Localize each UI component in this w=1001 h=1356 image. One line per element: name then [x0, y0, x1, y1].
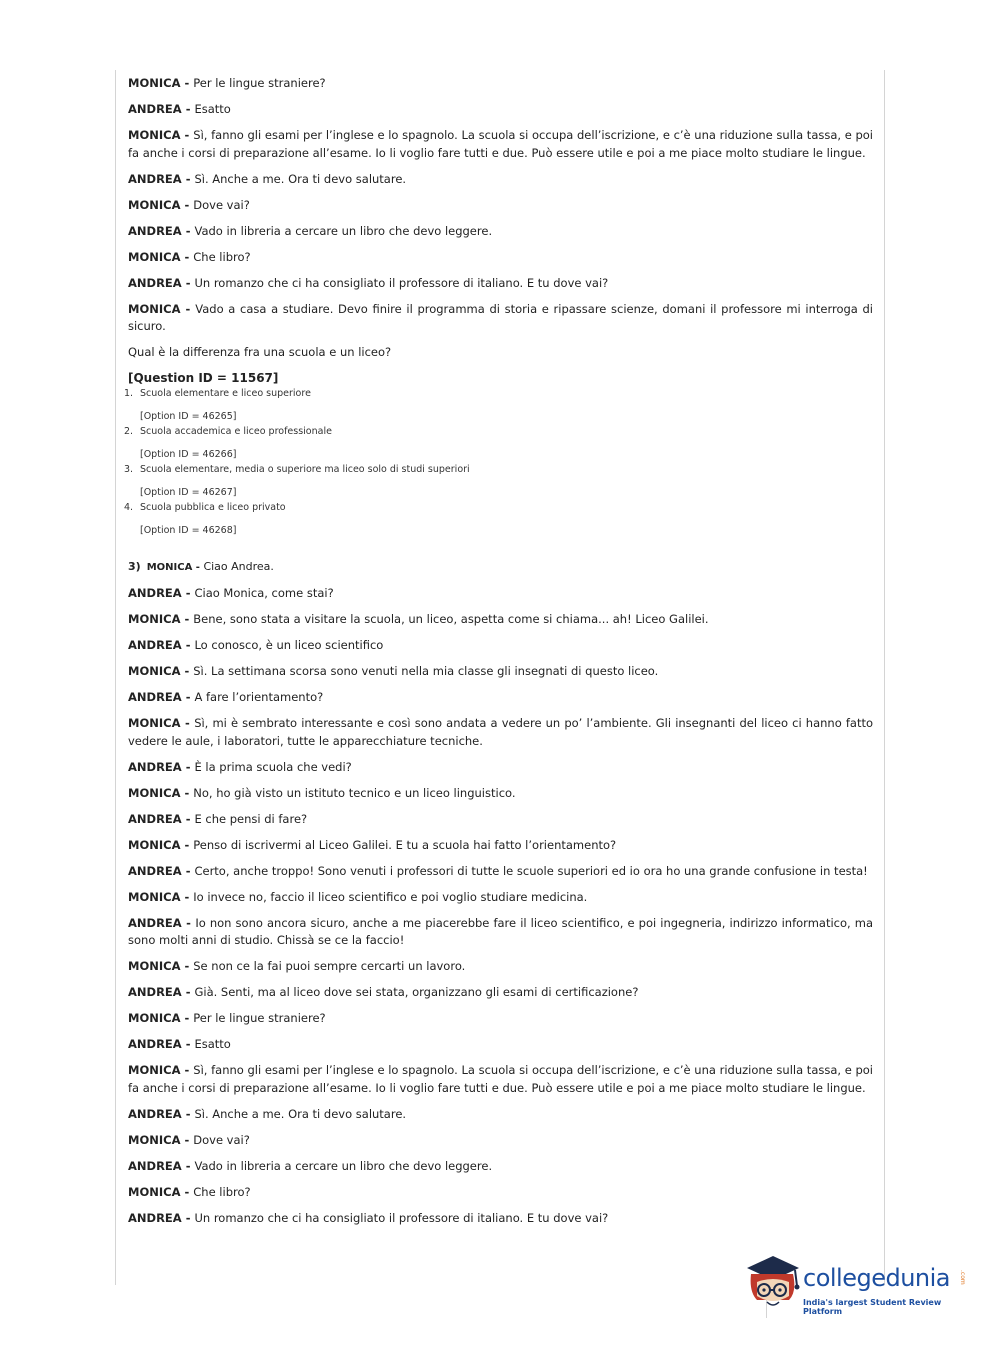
speaker-name: MONICA	[128, 959, 181, 973]
line-text: Io invece no, faccio il liceo scientifico e poi voglio studiare medicina.	[193, 889, 588, 904]
speaker-separator: -	[181, 985, 195, 999]
speaker-separator: -	[181, 863, 195, 878]
dialogue-line	[128, 275, 873, 293]
section-separator: -	[192, 562, 204, 573]
mascot-icon	[743, 1252, 803, 1314]
section-3-heading	[128, 558, 873, 577]
option-id: [Option ID = 46267]	[140, 487, 237, 498]
option-text: Scuola elementare, media o superiore ma liceo solo di studi superiori	[140, 464, 470, 475]
option-item	[124, 462, 873, 477]
speaker-name: ANDREA	[128, 275, 182, 290]
dialogue-line	[128, 1158, 873, 1176]
speaker-name: MONICA	[128, 612, 181, 626]
speaker-separator: -	[181, 759, 195, 774]
line-text: Che libro?	[193, 1184, 251, 1199]
speaker-separator: -	[181, 1037, 195, 1051]
line-text: Vado a casa a studiare. Devo finire il programma di storia e ripassare scienze, domani il professore mi interroga di sicuro.	[128, 301, 873, 333]
option-text: Scuola elementare e liceo superiore	[140, 388, 311, 399]
dialogue-line	[128, 101, 873, 119]
dialogue-line	[128, 958, 873, 976]
line-text: Esatto	[194, 102, 231, 116]
line-text: Vado in libreria a cercare un libro che devo leggere.	[194, 223, 493, 238]
left-border	[115, 70, 116, 1285]
line-text: Vado in libreria a cercare un libro che devo leggere.	[194, 1158, 493, 1173]
speaker-separator: -	[180, 785, 194, 800]
speaker-name: MONICA	[128, 837, 181, 852]
line-text: Dove vai?	[193, 197, 250, 212]
speaker-name: ANDREA	[128, 586, 182, 600]
speaker-name: ANDREA	[128, 223, 182, 238]
dialogue-line	[128, 585, 873, 603]
line-text: Sì. La settimana scorsa sono venuti nella mia classe gli insegnati di questo liceo.	[193, 664, 659, 678]
speaker-name: MONICA	[128, 889, 181, 904]
line-text: Sì, fanno gli esami per l’inglese e lo spagnolo. La scuola si occupa dell’iscrizione, e c’è una riduzione sulla tassa, e poi fa anche i corsi di preparazione all’esame. Io li voglio fare tutti e due. Può essere utile e poi a me piace molto studiare le lingue.	[128, 128, 874, 160]
line-text: Sì, mi è sembrato interessante e così sono andata a vedere un po’ l’ambiente. Gli insegnanti del liceo ci hanno fatto vedere le aule, i laboratori, tutte le apparecchiature tecniche.	[128, 716, 873, 748]
dialogue-line	[128, 301, 873, 336]
speaker-name: ANDREA	[128, 1037, 182, 1051]
logo-tagline: India's largest Student Review Platform	[803, 1298, 942, 1316]
section-number: 3)	[128, 560, 141, 573]
speaker-name: MONICA	[128, 197, 181, 212]
speaker-name: ANDREA	[128, 759, 182, 774]
dialogue-line	[128, 1184, 873, 1202]
dialogue-line	[128, 637, 873, 655]
speaker-separator: -	[181, 638, 195, 652]
dialogue-line	[128, 1132, 873, 1150]
speaker-name: MONICA	[128, 1063, 181, 1077]
speaker-separator: -	[180, 959, 194, 973]
speaker-name: MONICA	[128, 1184, 181, 1199]
question-options	[124, 386, 873, 538]
dialogue-line	[128, 1210, 873, 1228]
option-text: Scuola accademica e liceo professionale	[140, 426, 332, 437]
question-text: Qual è la differenza fra una scuola e un liceo?	[128, 345, 392, 359]
speaker-name: MONICA	[128, 664, 181, 678]
option-id: [Option ID = 46266]	[140, 449, 237, 460]
option-id: [Option ID = 46268]	[140, 525, 237, 536]
line-text: Se non ce la fai puoi sempre cercarti un lavoro.	[193, 959, 466, 973]
dialogue-line	[128, 1062, 873, 1097]
speaker-separator: -	[181, 102, 195, 116]
speaker-name: ANDREA	[128, 811, 182, 826]
line-text: Per le lingue straniere?	[193, 1011, 326, 1025]
dialogue-line	[128, 715, 873, 750]
speaker-separator: -	[180, 664, 194, 678]
speaker-separator: -	[181, 1158, 195, 1173]
option-text: Scuola pubblica e liceo privato	[140, 502, 286, 513]
line-text: Bene, sono stata a visitare la scuola, un liceo, aspetta come si chiama... ah! Liceo Galilei.	[193, 612, 709, 626]
option-number: 4.	[124, 502, 134, 513]
speaker-name: ANDREA	[128, 985, 182, 999]
line-text: È la prima scuola che vedi?	[194, 759, 352, 774]
speaker-separator: -	[180, 301, 196, 316]
dialogue-line	[128, 1010, 873, 1028]
line-text: Io non sono ancora sicuro, anche a me piacerebbe fare il liceo scientifico, e poi ingegneria, indirizzo informatico, ma sono molti anni di studio. Chissà se ce la faccio!	[128, 915, 874, 947]
speaker-name: ANDREA	[128, 171, 182, 186]
speaker-separator: -	[180, 1132, 194, 1147]
dialogue-line	[128, 984, 873, 1002]
speaker-separator: -	[181, 690, 195, 704]
speaker-separator: -	[180, 76, 194, 90]
dialogue-line	[128, 759, 873, 777]
speaker-separator: -	[180, 197, 194, 212]
line-text: A fare l’orientamento?	[194, 690, 324, 704]
line-text: Un romanzo che ci ha consigliato il professore di italiano. E tu dove vai?	[194, 1210, 609, 1225]
logo-suffix: .com	[959, 1270, 966, 1285]
speaker-separator: -	[180, 1184, 194, 1199]
logo-brand: collegedunia	[803, 1264, 951, 1292]
line-text: Che libro?	[193, 249, 251, 264]
dialogue-line	[128, 785, 873, 803]
option-id: [Option ID = 46265]	[140, 411, 237, 422]
speaker-name: MONICA	[128, 301, 181, 316]
dialogue-line	[128, 889, 873, 907]
dialogue-line	[128, 837, 873, 855]
dialogue-line	[128, 811, 873, 829]
speaker-name: ANDREA	[128, 690, 182, 704]
speaker-name: MONICA	[128, 785, 181, 800]
dialogue-top	[128, 75, 873, 336]
speaker-separator: -	[181, 275, 195, 290]
speaker-name: MONICA	[128, 76, 181, 90]
line-text: Un romanzo che ci ha consigliato il professore di italiano. E tu dove vai?	[194, 275, 609, 290]
speaker-name: MONICA	[128, 1132, 181, 1147]
question-id: [Question ID = 11567]	[128, 371, 279, 385]
speaker-separator: -	[180, 837, 194, 852]
speaker-name: ANDREA	[128, 1106, 182, 1121]
speaker-name: ANDREA	[128, 1158, 182, 1173]
section-text: Ciao Andrea.	[203, 560, 274, 573]
line-text: Sì. Anche a me. Ora ti devo salutare.	[194, 1106, 407, 1121]
line-text: Sì, fanno gli esami per l’inglese e lo spagnolo. La scuola si occupa dell’iscrizione, e c’è una riduzione sulla tassa, e poi fa anche i corsi di preparazione all’esame. Io li voglio fare tutti e due. Può essere utile e poi a me piace molto studiare le lingue.	[128, 1063, 874, 1095]
option-item	[124, 386, 873, 401]
dialogue-line	[128, 863, 873, 881]
option-item	[124, 424, 873, 439]
collegedunia-logo	[743, 1250, 968, 1320]
line-text: Sì. Anche a me. Ora ti devo salutare.	[194, 171, 407, 186]
line-text: Per le lingue straniere?	[193, 76, 326, 90]
speaker-separator: -	[180, 889, 194, 904]
dialogue-line	[128, 171, 873, 189]
line-text: E che pensi di fare?	[194, 811, 308, 826]
speaker-separator: -	[181, 915, 196, 930]
speaker-separator: -	[180, 249, 194, 264]
option-number: 3.	[124, 464, 134, 475]
line-text: Esatto	[194, 1037, 231, 1051]
dialogue-line	[128, 249, 873, 267]
section-speaker: MONICA	[146, 562, 193, 573]
speaker-separator: -	[180, 716, 195, 730]
page-content	[124, 75, 874, 1236]
line-text: Certo, anche troppo! Sono venuti i professori di tutte le scuole superiori ed io ora ho una grande confusione in testa!	[194, 863, 868, 878]
speaker-separator: -	[180, 612, 194, 626]
speaker-name: MONICA	[128, 128, 181, 142]
line-text: Penso di iscrivermi al Liceo Galilei. E tu a scuola hai fatto l’orientamento?	[193, 837, 617, 852]
speaker-separator: -	[180, 1011, 194, 1025]
speaker-separator: -	[181, 1210, 195, 1225]
speaker-name: MONICA	[128, 716, 181, 730]
speaker-name: ANDREA	[128, 102, 182, 116]
dialogue-line	[128, 663, 873, 681]
speaker-name: ANDREA	[128, 915, 182, 930]
speaker-separator: -	[181, 171, 195, 186]
speaker-name: MONICA	[128, 1011, 181, 1025]
line-text: Ciao Monica, come stai?	[194, 586, 334, 600]
speaker-separator: -	[180, 1063, 194, 1077]
dialogue-line	[128, 1036, 873, 1054]
speaker-name: ANDREA	[128, 863, 182, 878]
dialogue-line	[128, 1106, 873, 1124]
speaker-separator: -	[181, 223, 195, 238]
line-text: Lo conosco, è un liceo scientifico	[194, 638, 384, 652]
right-border	[884, 70, 885, 1285]
speaker-name: ANDREA	[128, 1210, 182, 1225]
dialogue-line	[128, 197, 873, 215]
speaker-separator: -	[180, 128, 194, 142]
speaker-separator: -	[181, 1106, 195, 1121]
dialogue-line	[128, 611, 873, 629]
speaker-separator: -	[181, 586, 195, 600]
dialogue-bottom	[128, 585, 873, 1227]
line-text: Già. Senti, ma al liceo dove sei stata, organizzano gli esami di certificazione?	[194, 985, 639, 999]
option-number: 2.	[124, 426, 134, 437]
option-number: 1.	[124, 388, 134, 399]
dialogue-line	[128, 689, 873, 707]
dialogue-line	[128, 915, 873, 950]
dialogue-line	[128, 127, 873, 162]
dialogue-line	[128, 223, 873, 241]
option-item	[124, 500, 873, 515]
speaker-separator: -	[181, 811, 195, 826]
dialogue-line	[128, 75, 873, 93]
speaker-name: ANDREA	[128, 638, 182, 652]
line-text: No, ho già visto un istituto tecnico e un liceo linguistico.	[193, 785, 516, 800]
line-text: Dove vai?	[193, 1132, 250, 1147]
speaker-name: MONICA	[128, 249, 181, 264]
